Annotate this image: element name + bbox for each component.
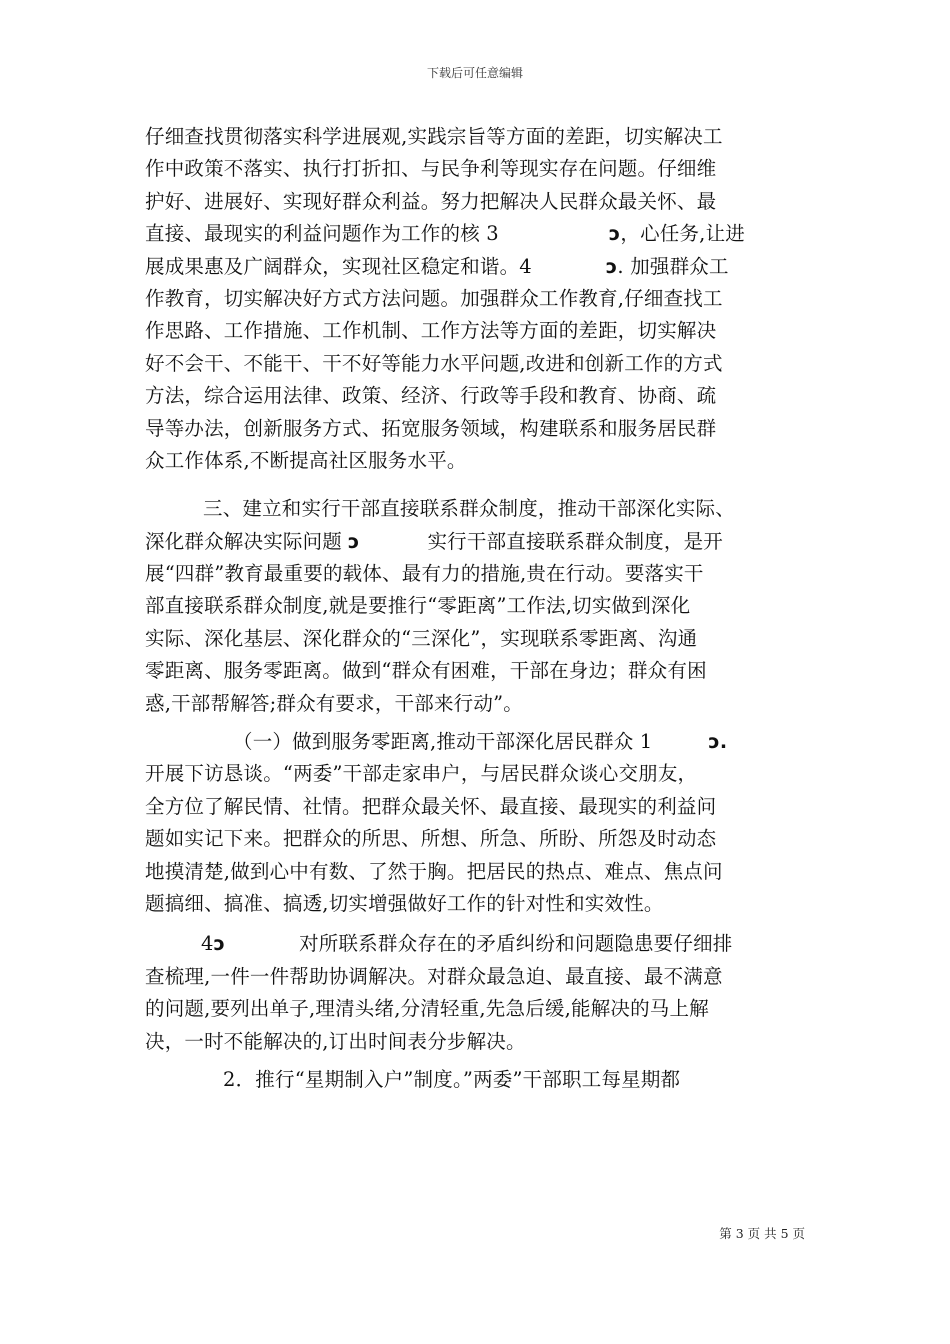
text-line: 开展下访恳谈。“两委”干部走家串户，与居民群众谈心交朋友， (145, 762, 698, 786)
text-line: 题搞细、搞准、搞透,切实增强做好工作的针对性和实效性。 (145, 891, 664, 915)
text-fragment: 直接、最现实的利益问题作为工作的核 3 (145, 222, 499, 246)
text-line: 零距离、服务零距离。做到“群众有困难，干部在身边；群众有困 (145, 659, 707, 683)
text-line (145, 928, 805, 960)
text-line: 众工作体系,不断提高社区服务水平。 (145, 448, 467, 472)
stray-glyph: ↄ (348, 530, 360, 553)
text-line (145, 526, 805, 558)
stray-glyph: ↄ. (708, 731, 728, 754)
text-line: 地摸清楚,做到心中有数、了然于胸。把居民的热点、难点、焦点问 (145, 859, 723, 883)
text-fragment: （一）做到服务零距离,推动干部深化居民群众 1 (233, 730, 653, 754)
text-line: 部直接联系群众制度,就是要推行“零距离”工作法,切实做到深化 (145, 594, 691, 618)
text-line: 惑,干部帮解答;群众有要求，干部来行动”。 (145, 691, 523, 715)
document-body (145, 121, 805, 1096)
text-line: 作思路、工作措施、工作机制、工作方法等方面的差距，切实解决 (145, 319, 717, 343)
text-line: 2．推行“星期制入户”制度。”两委”干部职工每星期都 (223, 1067, 681, 1091)
text-fragment: 4 (201, 932, 214, 956)
text-line: 导等办法，创新服务方式、拓宽服务领域，构建联系和服务居民群 (145, 416, 717, 440)
text-fragment: 深化群众解决实际问题 (145, 529, 343, 553)
page-header: 下载后可任意编辑 (426, 66, 523, 80)
text-fragment: ，心任务,让进 (620, 222, 745, 246)
text-line: 作中政策不落实、执行打折扣、与民争利等现实存在问题。仔细维 (145, 157, 717, 181)
stray-glyph: ↄ (605, 255, 618, 278)
text-line: 实际、深化基层、深化群众的“三深化”，实现联系零距离、沟通 (145, 626, 698, 650)
text-fragment: 实行干部直接联系群众制度，是开 (427, 529, 723, 553)
text-line: 展“四群”教育最重要的载体、最有力的措施,贵在行动。要落实干 (145, 562, 704, 586)
text-line: 全方位了解民情、社情。把群众最关怀、最直接、最现实的利益问 (145, 794, 717, 818)
text-fragment: . 加强群众工 (617, 254, 729, 278)
text-line (145, 726, 805, 758)
stray-glyph: ↄ (608, 223, 621, 246)
text-line: 三、建立和实行干部直接联系群众制度，推动干部深化实际、 (203, 497, 735, 521)
text-line: 护好、进展好、实现好群众利益。努力把解决人民群众最关怀、最 (145, 189, 717, 213)
text-line: 的问题,要列出单子,理清头绪,分清轻重,先急后缓,能解决的马上解 (145, 997, 709, 1021)
text-line (145, 251, 805, 283)
text-line: 仔细查找贯彻落实科学进展观,实践宗旨等方面的差距，切实解决工 (145, 125, 723, 148)
page-footer: 第 3 页 共 5 页 (719, 1226, 805, 1241)
text-fragment: 对所联系群众存在的矛盾纠纷和问题隐患要仔细排 (299, 932, 733, 956)
text-line (145, 218, 805, 250)
text-line: 决，一时不能解决的,订出时间表分步解决。 (145, 1029, 526, 1053)
text-fragment: 展成果惠及广阔群众，实现社区稳定和谐。4 (145, 254, 532, 278)
text-line: 查梳理,一件一件帮助协调解决。对群众最急迫、最直接、最不满意 (145, 964, 723, 988)
text-line: 作教育，切实解决好方式方法问题。加强群众工作教育,仔细查找工 (145, 286, 723, 310)
text-line: 题如实记下来。把群众的所思、所想、所急、所盼、所怨及时动态 (145, 827, 717, 851)
text-line: 好不会干、不能干、干不好等能力水平问题,改进和创新工作的方式 (145, 351, 723, 375)
text-line: 方法，综合运用法律、政策、经济、行政等手段和教育、协商、疏 (145, 384, 717, 408)
stray-glyph: ↄ (213, 933, 226, 956)
